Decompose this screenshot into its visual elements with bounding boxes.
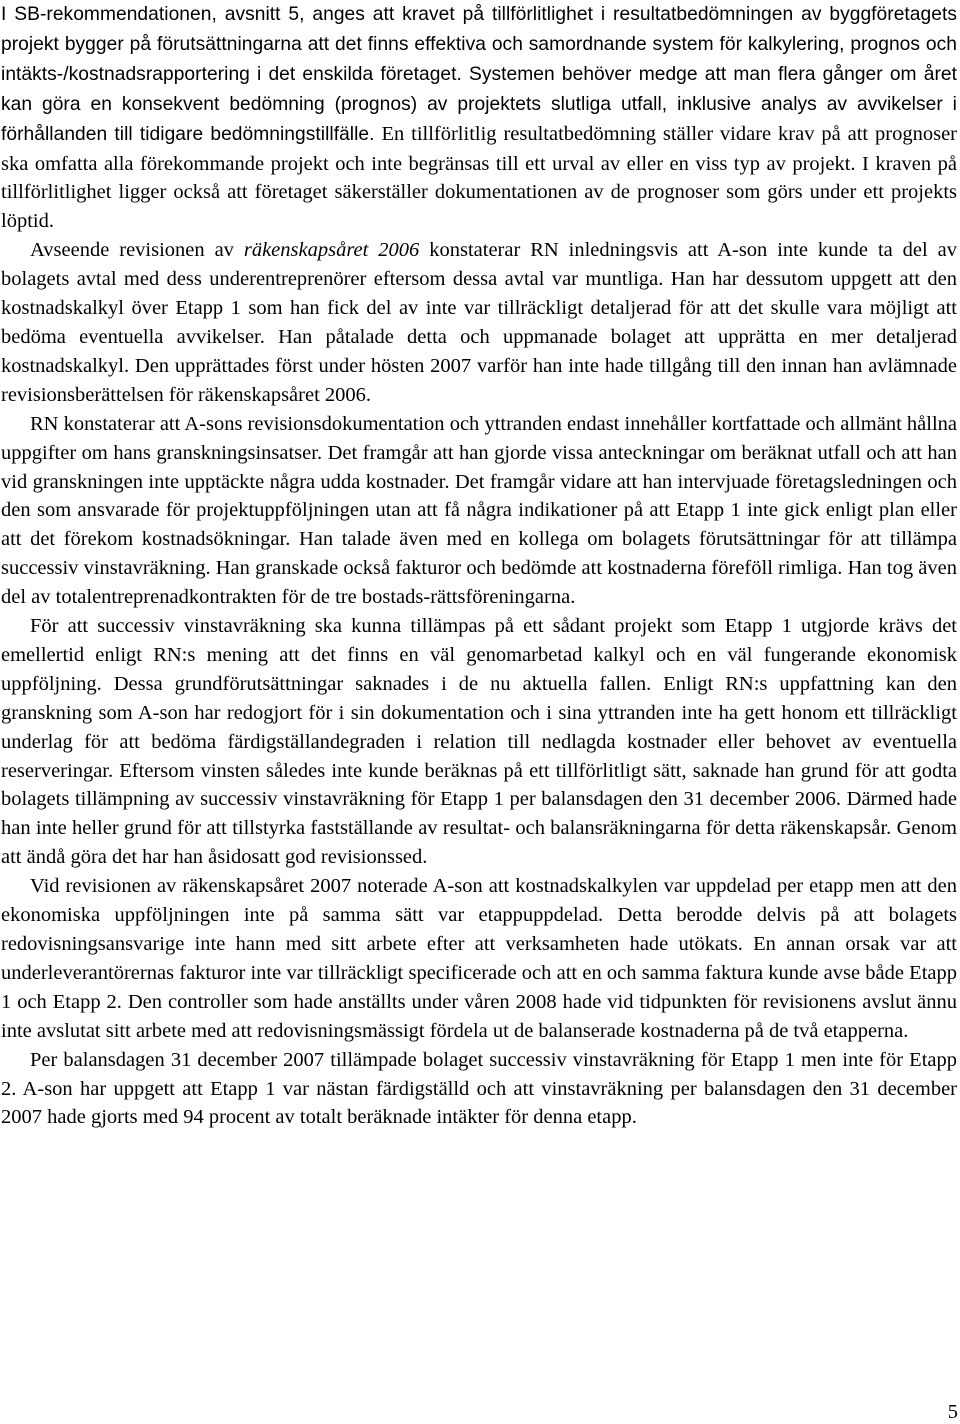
paragraph-1-sans-text: I SB-rekommendationen, avsnitt 5, anges att kravet på tillförlitlighet i resultatbedömningen av byggföretagets projekt bygger på förutsättningarna att det finns effektiva och samordnande system för kalkylering, prognos och intäkts-/kostnadsrapportering i det enskilda företaget. Systemen behöver medge att man flera gånger om året kan göra en konsekvent bedömning (prognos) av projektets slutliga utfall, inklusive analys av avvikelser i förhållanden till tidigare bedömningstillfälle. bbox=[1, 4, 957, 145]
paragraph-5: Vid revisionen av räkenskapsåret 2007 noterade A-son att kostnadskalkylen var uppdelad per etapp men att den ekonomiska uppföljningen inte på samma sätt var etappuppdelad. Detta berodde delvis på att bolagets redovisningsansvarige inte hann med sitt arbete efter att verksamheten hade utökats. En annan orsak var att underleverantörernas fakturor inte var tillräckligt specificerade och att en och samma faktura kunde avse både Etapp 1 och Etapp 2. Den controller som hade anställts under våren 2008 hade vid tidpunkten för revisionens avslut ännu inte avslutat sitt arbete med att redovisningsmässigt fördela ut de balanserade kostnaderna på de två etapperna. bbox=[1, 875, 957, 1042]
paragraph-2-italic-text: räkenskapsåret 2006 bbox=[243, 239, 420, 262]
paragraph-2-text-end: konstaterar RN inledningsvis att A-son inte kunde ta del av bolagets avtal med dess underentreprenörer eftersom dessa avtal var muntliga. Han har dessutom uppgett att den kostnadskalkyl över Etapp 1 som han fick del av inte var tillräckligt detaljerad för att det skulle vara möjligt att bedöma eventuella avvikelser. Han påtalade detta och uppmanade bolaget att upprätta en mer detaljerad kostnadskalkyl. Den upprättades först under hösten 2007 varför han inte hade tillgång till den innan han avlämnade revisionsberättelsen för räkenskapsåret 2006. bbox=[1, 239, 957, 406]
paragraph-1 bbox=[1, 0, 957, 236]
page-number: 5 bbox=[947, 1401, 958, 1423]
paragraph-2-text-start: Avseende revisionen av bbox=[30, 239, 244, 262]
paragraph-2 bbox=[1, 236, 957, 409]
paragraph-6: Per balansdagen 31 december 2007 tillämpade bolaget successiv vinstavräkning för Etapp 1 men inte för Etapp 2. A-son har uppgett att Etapp 1 var nästan färdigställd och att vinstavräkning per balansdagen den 31 december 2007 hade gjorts med 94 procent av totalt beräknade intäkter för denna etapp. bbox=[1, 1048, 957, 1129]
paragraph-3: RN konstaterar att A-sons revisionsdokumentation och yttranden endast innehåller kortfattade och allmänt hållna uppgifter om hans granskningsinsatser. Det framgår att han gjorde vissa anteckningar om beräknat utfall och att han vid granskningen inte upptäckte några udda kostnader. Det framgår vidare att han intervjuade företagsledningen och den som ansvarade för projektuppföljningen utan att få några indikationer på att Etapp 1 inte gick enligt plan eller att det förekom kostnadsökningar. Han talade även med en kollega om bolagets förutsättningar för att tillämpa successiv vinstavräkning. Han granskade också fakturor och bedömde att kostnaderna föreföll rimliga. Han tog även del av totalentreprenadkontrakten för de tre bostads-rättsföreningarna. bbox=[1, 412, 957, 609]
paragraph-1-serif-text: En tillförlitlig resultatbedömning ställer vidare krav på att prognoser ska omfatta alla förekommande projekt och inte begränsas till ett urval av eller en viss typ av projekt. I kraven på tillförlitlighet ligger också att företaget säkerställer dokumentationen av de prognoser som görs under ett projekts löptid. bbox=[1, 122, 957, 233]
paragraph-4: För att successiv vinstavräkning ska kunna tillämpas på ett sådant projekt som Etapp 1 utgjorde krävs det emellertid enligt RN:s mening att det finns en väl genomarbetad kalkyl och en väl fungerande ekonomisk uppföljning. Dessa grundförutsättningar saknades i de nu aktuella fallen. Enligt RN:s uppfattning kan den granskning som A-son har redogjort för i sin dokumentation och i sina yttranden inte ha gett honom ett tillräckligt underlag för att bedöma färdigställandegraden i relation till nedlagda kostnader eller behovet av eventuella reserveringar. Eftersom vinsten således inte kunde beräknas på ett tillförlitligt sätt, saknade han grund för att godta bolagets tillämpning av successiv vinstavräkning för Etapp 1 per balansdagen den 31 december 2006. Därmed hade han inte heller grund för att tillstyrka fastställande av resultat- och balansräkningarna för detta räkenskapsår. Genom att ändå göra det har han åsidosatt god revisionssed. bbox=[1, 615, 957, 869]
